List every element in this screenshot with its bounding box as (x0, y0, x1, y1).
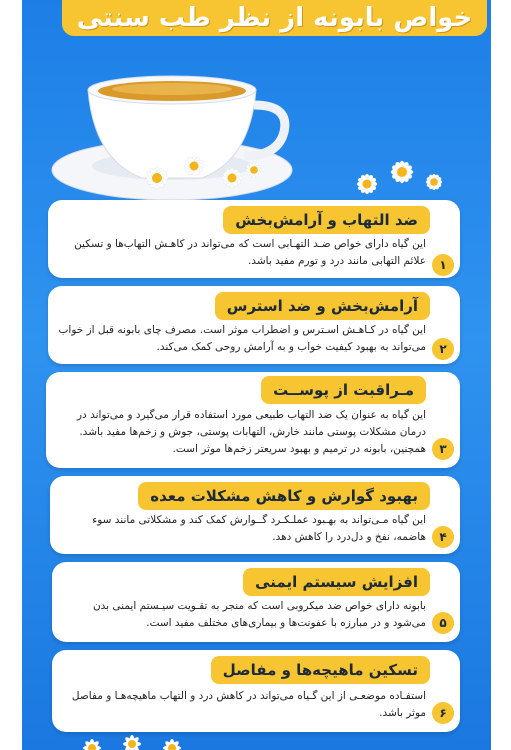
benefit-heading-1-badge (223, 206, 430, 234)
benefit-text-4: این گیاه مـی‌تواند به بهـبود عملـکـرد گــوارش کمک کند و مشکلاتی مانند سوء هاضمه، نفخ و دل‌درد را کاهش دهد. (92, 514, 426, 543)
benefit-heading-6-badge (211, 656, 430, 684)
benefit-heading-2: آرامش‌بخش و ضد استرس (226, 297, 418, 315)
benefit-number-3: ۳ (432, 438, 454, 460)
title-banner (62, 0, 487, 36)
benefit-card-3 (46, 372, 460, 468)
page-title: خواص بابونه از نظر طب سنتی (76, 3, 473, 33)
benefit-text-1: این گیاه دارای خواص ضـد التهـابی است که می‌تواند در کاهـش التهاب‌ها و تسکین علائم التهابی مانند درد و تورم مفید باشد. (74, 238, 426, 267)
benefit-text-6: استفـاده موضعـی از این گـیاه می‌تواند در کاهش درد و التهاب ماهیچه‌هـا و مفاصل موثر باشد. (71, 690, 426, 719)
benefit-heading-2-badge (215, 292, 430, 320)
benefit-number-4: ۴ (432, 526, 454, 548)
infographic-poster (22, 0, 491, 750)
benefit-text-2: این گیاه در کـاهـش اسـترس و اضطراب موثر است. مصرف چای بابونه قبل از خواب می‌تواند به بهبود کیفیت خواب و به آرامش روحی کمک می‌کند. (58, 324, 426, 353)
benefit-heading-5-badge (243, 568, 430, 596)
benefit-heading-4: بهبود گوارش و کاهش مشکلات معده (150, 487, 418, 505)
benefit-heading-1: ضد التهاب و آرامش‌بخش (235, 211, 418, 229)
benefit-card-5 (52, 562, 460, 642)
benefit-card-6 (52, 650, 460, 732)
benefit-heading-5: افزایش سیستم ایمنی (255, 573, 418, 591)
benefit-heading-6: تسکین ماهیچه‌ها و مفاصل (222, 661, 418, 679)
benefit-heading-3-badge (261, 376, 426, 404)
tea-cup-illustration (22, 60, 491, 210)
benefit-number-5: ۵ (432, 612, 454, 634)
benefit-heading-4-badge (138, 482, 430, 510)
benefit-number-1: ۱ (432, 254, 454, 276)
benefit-card-1 (48, 200, 460, 278)
benefit-number-2: ۲ (432, 338, 454, 360)
benefit-text-3: این گیاه به عنوان یک ضد التهاب طبیعی مورد استفاده قرار می‌گیرد و می‌تواند در درمان مشکلات پوستی مانند خارش، التهابات پوستی، جوش و زخم‌ها مفید باشد. همچنین، بابونه در ترمیم و بهبود سریعتر زخم‌ها موثر است. (76, 409, 426, 455)
benefit-card-2 (48, 286, 460, 364)
bottom-chamomile-decoration (62, 728, 202, 750)
benefit-heading-3: مـراقبت از پوســت (273, 381, 414, 399)
benefit-text-5: بابونه دارای خواص ضد میکروبی است که منجر به تقـویت سیـستم ایمنی بدن می‌شود و در مبارزه با عفونت‌ها و بیماری‌های مختلف مفید است. (92, 600, 426, 629)
benefit-card-4 (50, 476, 460, 554)
benefit-number-6: ۶ (432, 702, 454, 724)
